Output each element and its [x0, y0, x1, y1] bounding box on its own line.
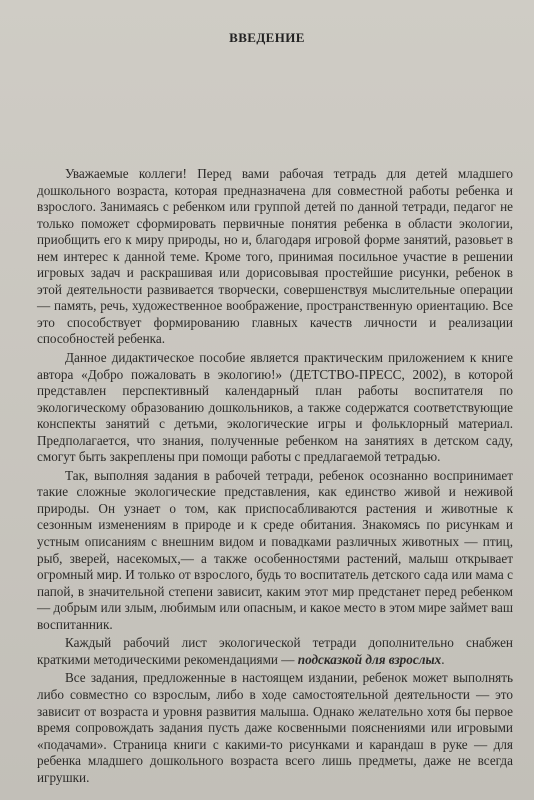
paragraph-5: Все задания, предложенные в настоящем издании, ребенок может выполнять либо совместно со взрослым, либо в ходе самостоятельной деятельности — это зависит от возраста и уровня развития малыша. Однако желательно хотя бы первое время сопровождать задания пусть даже косвенными пояснениями или игровыми «подачами». Страница книги с какими-то рисунками и карандаш в руке — для ребенка младшего дошкольного возраста всего лишь предметы, даже не всегда игрушки.	[37, 670, 513, 785]
paragraph-1: Уважаемые коллеги! Перед вами рабочая тетрадь для детей младшего дошкольного возраста, которая предназначена для совместной работы ребенка и взрослого. Занимаясь с ребенком или группой детей по данной тетради, педагог не только поможет сформировать первичные понятия ребенка в области экологии, приобщить его к миру природы, но и, благодаря игровой форме занятий, разовьет в нем интерес к данной теме. Кроме того, принимая посильное участие в решении игровых задач и раскрашивая или дорисовывая простейшие рисунки, ребенок в этой деятельности развивается творчески, совершенствуя мыслительные операции — память, речь, художественное воображение, пространственную ориентацию. Все это способствует формированию главных качеств личности и реализации способностей ребенка.	[37, 166, 513, 347]
page-title: ВВЕДЕНИЕ	[229, 30, 305, 45]
paragraph-4-text: Каждый рабочий лист экологической тетради дополнительно снабжен краткими методическими рекомендациями —	[37, 635, 513, 667]
adult-hint-emphasis: подсказкой для взрослых	[297, 651, 442, 667]
paragraph-4	[37, 635, 513, 668]
paragraph-2: Данное дидактическое пособие является практическим приложением к книге автора «Добро пожаловать в экологию!» (ДЕТСТВО-ПРЕСС, 2002), в которой представлен перспективный календарный план работы воспитателя по экологическому образованию дошкольников, а также содержатся соответствующие конспекты занятий с детьми, экологические игры и фольклорный материал. Предполагается, что знания, полученные ребенком на занятиях в детском саду, смогут быть закреплены при помощи работы с предлагаемой тетрадью.	[37, 350, 513, 465]
page-body	[37, 166, 513, 786]
paragraph-3: Так, выполняя задания в рабочей тетради, ребенок осознанно воспринимает такие сложные экологические представления, как единство живой и неживой природы. Он узнает о том, как приспосабливаются растения и животные к сезонным изменениям в природе и к среде обитания. Знакомясь по рисункам и устным описаниям с внешним видом и повадками различных животных — птиц, рыб, зверей, насекомых,— а также особенностями растений, малыш открывает огромный мир. И только от взрослого, будь то воспитатель детского сада или мама с папой, в значительной степени зависит, каким этот мир предстанет перед ребенком — добрым или злым, любимым или опасным, и какое место в этом мире займет ваш воспитанник.	[37, 467, 513, 632]
paragraph-4-end: .	[441, 651, 445, 667]
